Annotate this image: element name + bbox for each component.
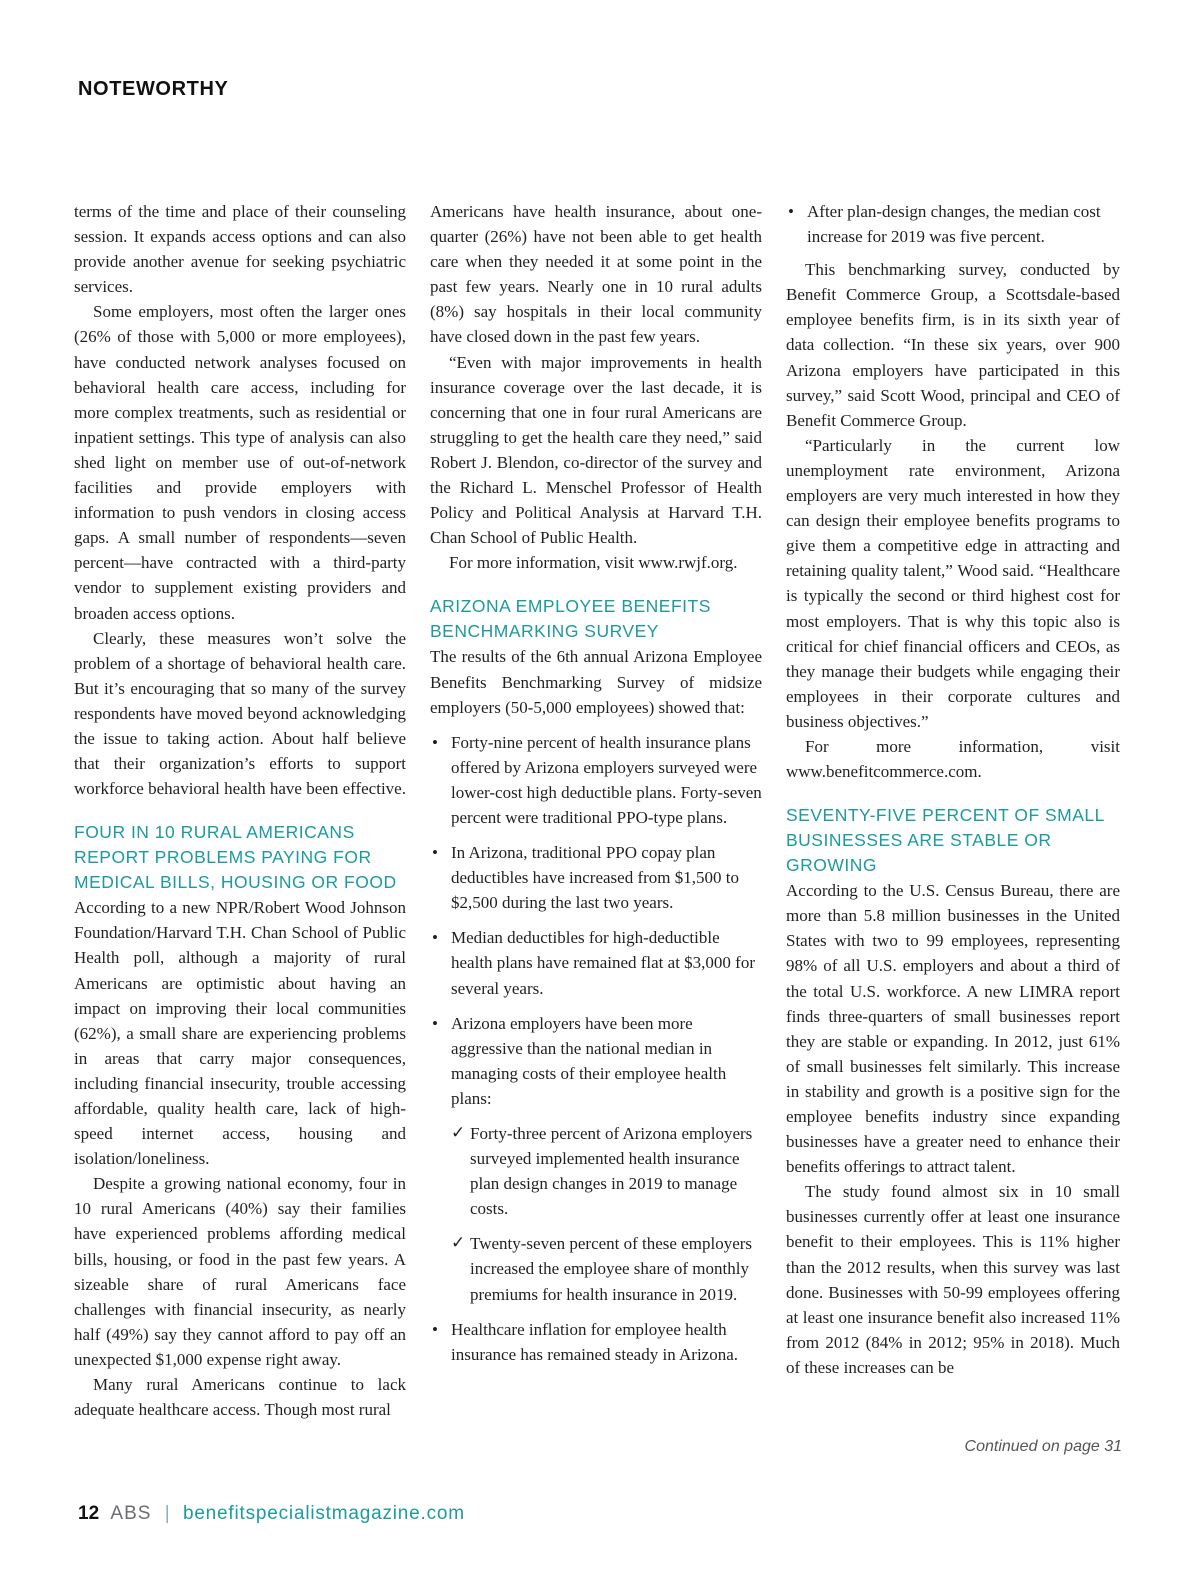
bullet-item: • Arizona employers have been more aggressive than the national median in managing costs of their employee health plans: bbox=[430, 1011, 762, 1111]
bullet-list bbox=[430, 1317, 762, 1367]
paragraph: terms of the time and place of their counseling session. It expands access options and can also provide another avenue for seeking psychiatric services. bbox=[74, 202, 406, 297]
paragraph: Despite a growing national economy, four in 10 rural Americans (40%) say their families have experienced problems affording medical bills, housing, or food in the past few years. A sizeable share of rural Americans face challenges with financial insecurity, as nearly half (49%) say they cannot afford to pay off an unexpected $1,000 expense right away. bbox=[74, 1174, 406, 1369]
article-column-3 bbox=[786, 199, 1120, 1380]
checkmark-list bbox=[451, 1121, 762, 1307]
section-label: NOTEWORTHY bbox=[78, 78, 229, 100]
bullet-item: • Healthcare inflation for employee health insurance has remained steady in Arizona. bbox=[430, 1317, 762, 1367]
paragraph: The study found almost six in 10 small businesses currently offer at least one insurance benefit to their employees. This is 11% higher than the 2012 results, when this survey was last done. Businesses with 50-99 employees offering at least one insurance benefit also increased 11% from 2012 (84% in 2012; 95% in 2018). Much of these increases can be bbox=[786, 1182, 1120, 1377]
checkmark-item: ✓ Forty-three percent of Arizona employers surveyed implemented health insurance plan design changes in 2019 to manage costs. bbox=[451, 1121, 762, 1221]
paragraph: For more information, visit www.benefitcommerce.com. bbox=[786, 736, 1120, 782]
article-column-2 bbox=[430, 199, 762, 1367]
continued-note: Continued on page 31 bbox=[964, 1438, 1122, 1455]
page-number: 12 bbox=[78, 1503, 100, 1524]
paragraph: Some employers, most often the larger ones (26% of those with 5,000 or more employees), have conducted network analyses focused on behavioral health care access, including for more complex treatments, such as residential or inpatient settings. This type of analysis can also shed light on member use of out-of-network facilities and provide employers with information to push vendors in closing access gaps. A small number of respondents—seven percent—have contracted with a third-party vendor to supplement existing providers and broaden access options. bbox=[74, 302, 406, 623]
paragraph: Americans have health insurance, about one-quarter (26%) have not been able to get health care when they needed it at some point in the past few years. Nearly one in 10 rural adults (8%) say hospitals in their local community have closed down in the past few years. bbox=[430, 202, 762, 347]
article-heading-rural-americans: FOUR IN 10 RURAL AMERICANS REPORT PROBLEMS PAYING FOR MEDICAL BILLS, HOUSING OR FOOD bbox=[74, 822, 397, 893]
paragraph: Many rural Americans continue to lack adequate healthcare access. Though most rural bbox=[74, 1375, 406, 1420]
bullet-item: • Median deductibles for high-deductible health plans have remained flat at $3,000 for several years. bbox=[430, 925, 762, 1000]
article-heading-small-businesses: SEVENTY-FIVE PERCENT OF SMALL BUSINESSES ARE STABLE OR GROWING bbox=[786, 805, 1105, 876]
article-heading-arizona-survey: ARIZONA EMPLOYEE BENEFITS BENCHMARKING SURVEY bbox=[430, 596, 711, 642]
footer-separator: | bbox=[164, 1503, 170, 1524]
bullet-list bbox=[430, 730, 762, 1111]
website-link[interactable]: benefitspecialistmagazine.com bbox=[182, 1503, 465, 1524]
magazine-name: ABS bbox=[110, 1503, 152, 1524]
paragraph: “Particularly in the current low unemployment rate environment, Arizona employers are very much interested in how they can design their employee benefits programs to give them a competitive edge in attracting and retaining quality talent,” Wood said. “Healthcare is typically the second or third highest cost for most employers. That is why this topic also is critical for chief financial officers and CEOs, as they manage their budgets while engaging their employees in their corporate cultures and business objectives.” bbox=[786, 435, 1120, 731]
paragraph: “Even with major improvements in health insurance coverage over the last decade, it is concerning that one in four rural Americans are struggling to get the health care they need,” said Robert J. Blendon, co-director of the survey and the Richard L. Menschel Professor of Health Policy and Political Analysis at Harvard T.H. Chan School of Public Health. bbox=[430, 352, 762, 548]
paragraph: For more information, visit www.rwjf.org. bbox=[449, 553, 738, 573]
bullet-item: • In Arizona, traditional PPO copay plan deductibles have increased from $1,500 to $2,500 during the last two years. bbox=[430, 840, 762, 915]
paragraph: Clearly, these measures won’t solve the problem of a shortage of behavioral health care. But it’s encouraging that so many of the survey respondents have moved beyond acknowledging the issue to taking action. About half believe that their organization’s efforts to support workforce behavioral health have been effective. bbox=[74, 628, 406, 799]
bullet-item: • After plan-design changes, the median cost increase for 2019 was five percent. bbox=[786, 199, 1120, 249]
bullet-item: • Forty-nine percent of health insurance plans offered by Arizona employers surveyed were lower-cost high deductible plans. Forty-seven percent were traditional PPO-type plans. bbox=[430, 730, 762, 830]
page-footer bbox=[78, 1503, 465, 1531]
paragraph: According to the U.S. Census Bureau, there are more than 5.8 million businesses in the United States with two to 99 employees, representing 98% of all U.S. employers and about a third of the total U.S. workforce. A new LIMRA report finds three-quarters of small businesses report they are stable or expanding. In 2012, just 61% of small businesses felt similarly. This increase in stability and growth is a positive sign for the employee benefits industry since expanding businesses have a greater need to enhance their benefits offerings to attract talent. bbox=[786, 881, 1120, 1177]
bullet-list bbox=[786, 199, 1120, 249]
paragraph: According to a new NPR/Robert Wood Johnson Foundation/Harvard T.H. Chan School of Public Health poll, although a majority of rural Americans are optimistic about having an impact on improving their local communities (62%), a small share are experiencing problems in areas that carry major consequences, including financial insecurity, trouble accessing affordable, quality health care, lack of high-speed internet access, housing and isolation/loneliness. bbox=[74, 898, 406, 1169]
checkmark-item: ✓ Twenty-seven percent of these employers increased the employee share of monthly premiums for health insurance in 2019. bbox=[451, 1231, 762, 1306]
article-column-1 bbox=[74, 199, 406, 1422]
paragraph: The results of the 6th annual Arizona Employee Benefits Benchmarking Survey of midsize employers (50-5,000 employees) showed that: bbox=[430, 647, 762, 717]
paragraph: This benchmarking survey, conducted by Benefit Commerce Group, a Scottsdale-based employee benefits firm, is in its sixth year of data collection. “In these six years, over 900 Arizona employers have participated in this survey,” said Scott Wood, principal and CEO of Benefit Commerce Group. bbox=[786, 260, 1120, 430]
